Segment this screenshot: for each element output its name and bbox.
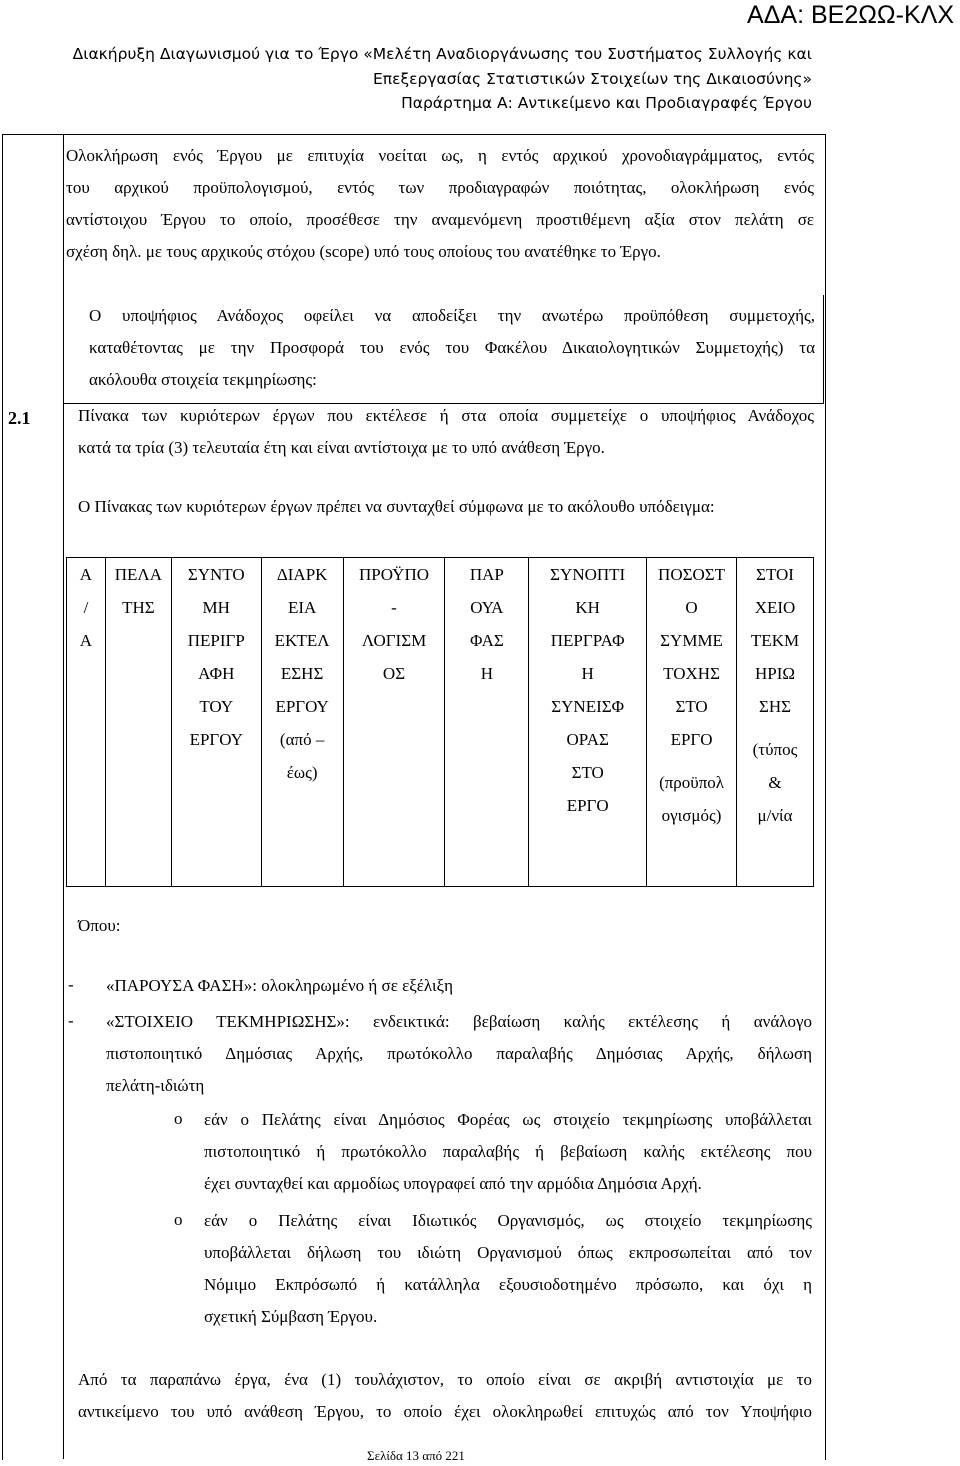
- table-header-text: ΗΡΙΩ: [754, 664, 796, 683]
- table-header-text: /: [83, 598, 89, 617]
- sub-item-line: εάν ο Πελάτης είναι Δημόσιος Φορέας ως στοιχείο τεκμηρίωσης υποβάλλεται: [204, 1110, 812, 1129]
- table-header-text: μ/νία: [757, 806, 793, 825]
- table-header-text: ΦΑΣ: [469, 631, 504, 650]
- table-header-text: ΣΥΝΕΙΣΦ: [551, 697, 625, 716]
- sub-item: [204, 1205, 812, 1333]
- circle-bullet-icon: o: [174, 1210, 183, 1229]
- dash-item-line: «ΠΑΡΟΥΣΑ ΦΑΣΗ»: ολοκληρωμένο ή σε εξέλιξη: [106, 976, 454, 995]
- sub-item-line: εάν ο Πελάτης είναι Ιδιωτικός Οργανισμός, ως στοιχείο τεκμηρίωσης: [204, 1211, 812, 1230]
- table-header-text: ΚΗ: [575, 598, 600, 617]
- table-header-text: ΣΥΝΟΠΤΙ: [550, 565, 626, 584]
- table-header-text: ΤΟΧΗΣ: [663, 664, 720, 683]
- dash-marker: -: [68, 975, 74, 994]
- table-header-text: ΕΡΓΟΥ: [275, 697, 329, 716]
- table-header-text: ΠΡΟΫΠΟ: [359, 565, 430, 584]
- page-footer: Σελίδα 13 από 221: [367, 1448, 465, 1463]
- intro-line: του αρχικού προϋπολογισμού, εντός των προδιαγραφών ποιότητας, ολοκλήρωση ενός: [66, 178, 814, 197]
- requirement-line: ακόλουθα στοιχεία τεκμηρίωσης:: [89, 370, 317, 389]
- intro-line: σχέση δηλ. με τους αρχικούς στόχου (scope) υπό τους οποίους του ανατέθηκε το Έργο.: [66, 242, 661, 261]
- table-header-text: ΠΕΡΙΓΡ: [187, 631, 245, 650]
- table-header-text: ΕΡΓΟΥ: [189, 730, 243, 749]
- sub-item-line: σχετική Σύμβαση Έργου.: [204, 1307, 378, 1326]
- table-header-text: ΤΟΥ: [199, 697, 234, 716]
- table-header-cell: [261, 558, 343, 887]
- table-header-text: Η: [480, 664, 493, 683]
- table-header-text: ΕΙΑ: [287, 598, 317, 617]
- dash-item: [106, 970, 812, 1002]
- table-header-text: ΑΦΗ: [198, 664, 235, 683]
- table-header-cell: [343, 558, 445, 887]
- table-header-text: ΕΚΤΕΛ: [274, 631, 330, 650]
- table-header-cell: [171, 558, 261, 887]
- ada-code: ΑΔΑ: ΒΕ2ΩΩ-ΚΛΧ: [747, 1, 954, 29]
- table-header-text: ΧΕΙΟ: [754, 598, 796, 617]
- where-label: Όπου:: [78, 916, 121, 935]
- dash-item-line: πελάτη-ιδιώτη: [106, 1076, 205, 1095]
- intro-line: Ολοκλήρωση ενός Έργου με επιτυχία νοείται ως, η εντός αρχικού χρονοδιαγράμματος, εντός: [66, 146, 814, 165]
- table-header-text: ΣΤΟ: [571, 763, 604, 782]
- dash-item: [106, 1006, 812, 1102]
- table-header-text: (προϋπολ: [659, 773, 725, 792]
- table-header-text: ΠΕΡΓΡΑΦ: [550, 631, 625, 650]
- where-label-box: [78, 910, 278, 942]
- table-header-text: ΣΥΝΤΟ: [187, 565, 245, 584]
- table-header-cell: [105, 558, 171, 887]
- circle-bullet-icon: o: [174, 1109, 183, 1128]
- closing-line: Από τα παραπάνω έργα, ένα (1) τουλάχιστον, το οποίο είναι σε ακριβή αντιστοιχία με το: [78, 1370, 812, 1389]
- table-intro-text: Ο Πίνακας των κυριότερων έργων πρέπει να συνταχθεί σύμφωνα με το ακόλουθο υπόδειγμα:: [78, 497, 715, 516]
- table-header-text: ΠΑΡ: [469, 565, 504, 584]
- table-header-cell: [529, 558, 647, 887]
- sub-item-line: υποβάλλεται δήλωση του ιδιώτη Οργανισμού όπως εκπροσωπείται από τον: [204, 1243, 812, 1262]
- section-line: κατά τα τρία (3) τελευταία έτη και είναι αντίστοιχα με το υπό ανάθεση Έργο.: [78, 438, 605, 457]
- sub-item-line: πιστοποιητικό ή πρωτόκολλο παραλαβής ή βεβαίωση καλής εκτέλεσης που: [204, 1142, 812, 1161]
- sub-item-line: έχει συνταχθεί και αρμοδίως υπογραφεί από την αρμόδια Δημόσια Αρχή.: [204, 1174, 702, 1193]
- table-header-text: ΤΕΚΜ: [750, 631, 800, 650]
- table-header-text: ΣΤΟΙ: [756, 565, 794, 584]
- closing-line: αντικείμενο του υπό ανάθεση Έργου, το οποίο έχει ολοκληρωθεί επιτυχώς από τον Υποψήφιο: [78, 1402, 812, 1421]
- table-header-text: ΕΡΓΟ: [566, 796, 609, 815]
- requirement-line: καταθέτοντας με την Προσφορά του ενός του Φακέλου Δικαιολογητικών Συμμετοχής) τα: [89, 338, 815, 357]
- section-line: Πίνακα των κυριότερων έργων που εκτέλεσε ή στα οποία συμμετείχε ο υποψήφιος Ανάδοχος: [78, 406, 814, 425]
- table-header-text: (τύπος: [752, 740, 798, 759]
- intro-line: αντίστοιχου Έργου το οποίο, προσέθεσε την αναμενόμενη προστιθέμενη αξία στον πελάτη σε: [66, 210, 814, 229]
- table-header-row: [67, 558, 814, 887]
- table-header-text: -: [391, 598, 397, 617]
- table-header-cell: [67, 558, 106, 887]
- table-header-text: ΟΡΑΣ: [566, 730, 609, 749]
- requirement-paragraph: [89, 300, 815, 396]
- requirement-line: Ο υποψήφιος Ανάδοχος οφείλει να αποδείξει την ανωτέρω προϋπόθεση συμμετοχής,: [89, 306, 815, 325]
- table-header-text: ΟΣ: [382, 664, 406, 683]
- table-header-text: ογισμός): [661, 806, 722, 825]
- table-header-text: ΕΡΓΟ: [670, 730, 713, 749]
- dash-item-line: «ΣΤΟΙΧΕΙΟ ΤΕΚΜΗΡΙΩΣΗΣ»: ενδεικτικά: βεβαίωση καλής εκτέλεσης ή ανάλογο: [106, 1012, 812, 1031]
- sub-item: [204, 1104, 812, 1200]
- table-header-text: Ο: [685, 598, 698, 617]
- table-header-text: (από –: [279, 730, 325, 749]
- table-intro: [78, 491, 814, 523]
- table-header-text: Α: [79, 565, 93, 584]
- table-header-cell: [737, 558, 814, 887]
- section-number: 2.1: [8, 408, 31, 428]
- table-header-text: ΕΣΗΣ: [280, 664, 324, 683]
- sub-item-line: Νόμιμο Εκπρόσωπό ή κατάλληλα εξουσιοδοτημένο πρόσωπο, και όχι η: [204, 1275, 812, 1294]
- header-line-1: Διακήρυξη Διαγωνισμού για το Έργο «Μελέτη Αναδιοργάνωσης του Συστήματος Συλλογής και: [72, 45, 812, 63]
- table-header-text: ΠΟΣΟΣΤ: [658, 565, 726, 584]
- section-paragraph: [78, 400, 814, 464]
- projects-template-table: [66, 557, 814, 887]
- table-header-text: &: [768, 773, 782, 792]
- table-header-text: Α: [79, 631, 93, 650]
- table-header-text: ΔΙΑΡΚ: [276, 565, 328, 584]
- table-header-cell: [647, 558, 737, 887]
- table-header-text: ΤΗΣ: [122, 598, 155, 617]
- intro-paragraph: [66, 140, 814, 268]
- dash-item-line: πιστοποιητικό Δημόσιας Αρχής, πρωτόκολλο παραλαβής Δημόσιας Αρχής, δήλωση: [106, 1044, 812, 1063]
- table-header-text: Η: [581, 664, 594, 683]
- dash-marker: -: [68, 1011, 74, 1030]
- table-header-cell: [445, 558, 529, 887]
- table-header-text: ΜΗ: [202, 598, 230, 617]
- table-header-text: ΣΥΜΜΕ: [660, 631, 723, 650]
- header-line-3: Παράρτημα Α: Αντικείμενο και Προδιαγραφές Έργου: [401, 94, 812, 112]
- table-header-text: ΣΗΣ: [758, 697, 792, 716]
- table-header-text: ΛΟΓΙΣΜ: [361, 631, 427, 650]
- table-header-text: ΣΤΟ: [675, 697, 708, 716]
- table-header-text: ΟΥΑ: [470, 598, 504, 617]
- table-header-text: ΠΕΛΑ: [114, 565, 162, 584]
- header-line-2: Επεξεργασίας Στατιστικών Στοιχείων της Δικαιοσύνης»: [372, 70, 812, 88]
- table-header-text: έως): [286, 763, 318, 782]
- closing-paragraph: [78, 1364, 812, 1428]
